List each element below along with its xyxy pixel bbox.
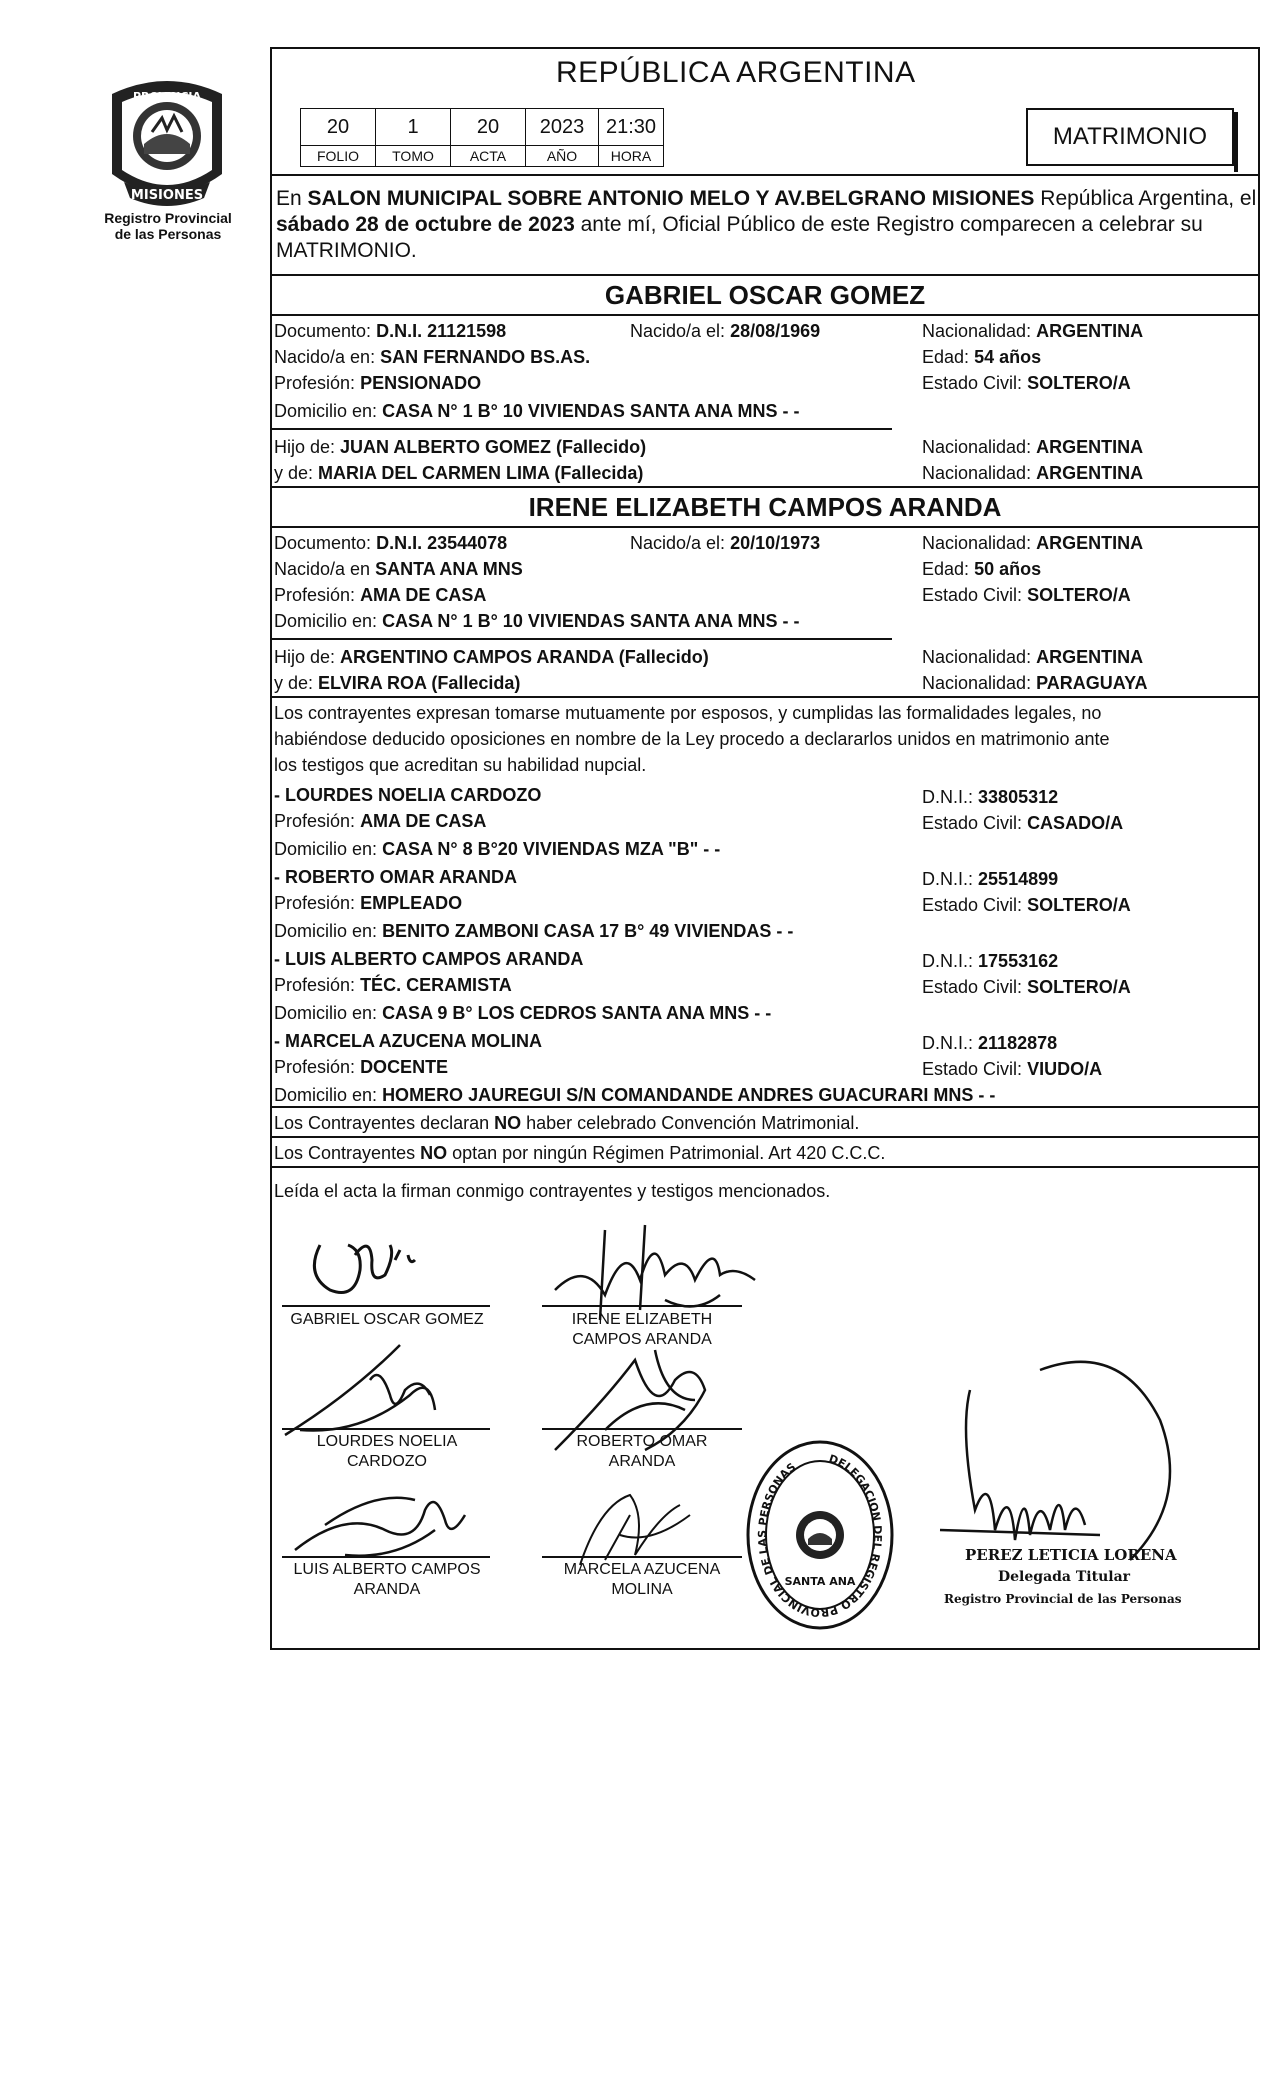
- intro-text-3: ante mí, Oficial Público de este Registro comparecen a celebrar su MATRIMONIO.: [276, 213, 1203, 262]
- value: TÉC. CERAMISTA: [360, 975, 512, 995]
- spouse2-birthplace: [274, 558, 523, 580]
- closing-statement: Leída el acta la firman conmigo contrayentes y testigos mencionados.: [274, 1181, 831, 1201]
- registry-caption: [70, 210, 266, 242]
- spouse1-address: [274, 400, 800, 422]
- convention-line1: [274, 1112, 859, 1134]
- signature-spouse2-drawing: [545, 1220, 765, 1340]
- act-type-box: MATRIMONIO: [1026, 108, 1234, 166]
- value: EMPLEADO: [360, 893, 463, 913]
- spouse2-address: [274, 610, 800, 632]
- provincial-coat-of-arms-logo: [104, 74, 230, 212]
- tomo-value: 1: [376, 109, 451, 146]
- value: CASA 9 B° LOS CEDROS SANTA ANA MNS - -: [382, 1003, 772, 1023]
- spouse2-mother-nationality: [922, 672, 1147, 694]
- witness1-civil-status: [922, 812, 1123, 834]
- label: Nacionalidad:: [922, 647, 1032, 667]
- spouse1-civil-status: [922, 372, 1131, 394]
- signature-label-spouse1: GABRIEL OSCAR GOMEZ: [290, 1311, 484, 1328]
- text: haber celebrado Convención Matrimonial.: [521, 1113, 860, 1133]
- spouse2-nationality: [922, 532, 1143, 554]
- witness1-profession: [274, 810, 486, 832]
- spouse2-name: IRENE ELIZABETH CAMPOS ARANDA: [528, 492, 1002, 522]
- witness2-address: [274, 920, 793, 942]
- anio-value: 2023: [526, 109, 599, 146]
- folio-label: FOLIO: [301, 146, 376, 167]
- divider: [270, 1136, 1260, 1138]
- divider: [270, 314, 1260, 316]
- label: Nacido/a en: [274, 559, 371, 579]
- label: D.N.I.:: [922, 951, 974, 971]
- line1: ROBERTO OMAR: [576, 1433, 708, 1450]
- official-stamp: [740, 1435, 900, 1645]
- intro-place: SALON MUNICIPAL SOBRE ANTONIO MELO Y AV.BELGRANO MISIONES: [307, 187, 1035, 210]
- declaration-line3: los testigos que acreditan su habilidad nupcial.: [274, 755, 647, 775]
- value: - MARCELA AZUCENA MOLINA: [274, 1031, 542, 1051]
- spouse2-civil-status: [922, 584, 1131, 606]
- label: Nacionalidad:: [922, 437, 1032, 457]
- label: y de:: [274, 463, 314, 483]
- stamp-ring-text: DELEGACION DEL REGISTRO PROVINCIAL DE LAS PERSONAS: [755, 1452, 885, 1620]
- label: Documento:: [274, 321, 372, 341]
- spouse2-mother: [274, 672, 520, 694]
- registry-caption-line1: Registro Provincial: [104, 210, 232, 226]
- label: Hijo de:: [274, 437, 336, 457]
- spouse1-profession: [274, 372, 481, 394]
- witness3-civil-status: [922, 976, 1131, 998]
- logo-top-text: PROVINCIA: [132, 90, 202, 103]
- spouse2-father-nationality: [922, 646, 1143, 668]
- line2: CARDOZO: [347, 1453, 427, 1470]
- label: D.N.I.:: [922, 869, 974, 889]
- witness2-name: [274, 866, 517, 888]
- spouse1-nationality: [922, 320, 1143, 342]
- witness1-name: [274, 784, 541, 806]
- witness2-civil-status: [922, 894, 1131, 916]
- value: 28/08/1969: [730, 321, 821, 341]
- divider: [270, 428, 892, 430]
- country-title: REPÚBLICA ARGENTINA: [556, 56, 916, 89]
- label: Domicilio en:: [274, 401, 378, 421]
- hora-value: 21:30: [599, 109, 664, 146]
- value: ARGENTINA: [1036, 437, 1144, 457]
- value: 54 años: [974, 347, 1042, 367]
- convention-line2: [274, 1142, 885, 1164]
- value: DOCENTE: [360, 1057, 449, 1077]
- value: SOLTERO/A: [1027, 373, 1131, 393]
- label: Documento:: [274, 533, 372, 553]
- acta-label: ACTA: [451, 146, 526, 167]
- line2: ARANDA: [608, 1453, 676, 1470]
- spouse1-mother-nationality: [922, 462, 1143, 484]
- value: VIUDO/A: [1027, 1059, 1103, 1079]
- line2: ARANDA: [353, 1581, 421, 1598]
- label: Nacido/a en:: [274, 347, 376, 367]
- label: Estado Civil:: [922, 895, 1023, 915]
- text: optan por ningún Régimen Patrimonial. Art 420 C.C.C.: [447, 1143, 886, 1163]
- label: Nacionalidad:: [922, 463, 1032, 483]
- value: D.N.I. 21121598: [376, 321, 507, 341]
- label: Edad:: [922, 347, 970, 367]
- label: Nacionalidad:: [922, 673, 1032, 693]
- spouse1-father-nationality: [922, 436, 1143, 458]
- value: PARAGUAYA: [1036, 673, 1148, 693]
- value: 33805312: [978, 787, 1059, 807]
- label: Profesión:: [274, 893, 356, 913]
- intro-paragraph: [276, 186, 1258, 264]
- text: Los Contrayentes declaran: [274, 1113, 495, 1133]
- spouse1-mother: [274, 462, 643, 484]
- acta-value: 20: [451, 109, 526, 146]
- value: - ROBERTO OMAR ARANDA: [274, 867, 517, 887]
- divider: [270, 526, 1260, 528]
- label: Domicilio en:: [274, 1003, 378, 1023]
- label: Domicilio en:: [274, 839, 378, 859]
- value: 25514899: [978, 869, 1059, 889]
- line1: LOURDES NOELIA: [316, 1433, 458, 1450]
- label: Domicilio en:: [274, 1085, 378, 1105]
- spouse1-document: [274, 320, 506, 342]
- witness1-dni: [922, 786, 1058, 808]
- official-name: PEREZ LETICIA LORENA: [965, 1546, 1177, 1564]
- value: CASA N° 1 B° 10 VIVIENDAS SANTA ANA MNS - -: [382, 611, 800, 631]
- value: SAN FERNANDO BS.AS.: [380, 347, 591, 367]
- value: HOMERO JAUREGUI S/N COMANDANDE ANDRES GUACURARI MNS - -: [382, 1085, 996, 1105]
- label: Nacido/a el:: [630, 533, 726, 553]
- value: AMA DE CASA: [360, 811, 487, 831]
- divider: [270, 696, 1260, 698]
- logo-bottom-text: MISIONES: [130, 188, 204, 203]
- witness4-profession: [274, 1056, 448, 1078]
- spouse1-birthdate: [630, 320, 820, 342]
- value: PENSIONADO: [360, 373, 482, 393]
- spouse1-age: [922, 346, 1041, 368]
- text-bold: NO: [420, 1143, 448, 1163]
- line2: MOLINA: [611, 1581, 673, 1598]
- anio-label: AÑO: [526, 146, 599, 167]
- witness2-dni: [922, 868, 1058, 890]
- line1: IRENE ELIZABETH: [571, 1311, 713, 1328]
- value: 17553162: [978, 951, 1059, 971]
- value: MARIA DEL CARMEN LIMA (Fallecida): [318, 463, 644, 483]
- line2: CAMPOS ARANDA: [572, 1331, 712, 1348]
- act-type-box-shadow: [1234, 112, 1238, 172]
- witness2-profession: [274, 892, 462, 914]
- divider: [270, 1166, 1260, 1168]
- signature-witness2-drawing: [545, 1340, 745, 1470]
- witness3-dni: [922, 950, 1058, 972]
- value: JUAN ALBERTO GOMEZ (Fallecido): [340, 437, 647, 457]
- signature-witness3-drawing: [285, 1470, 485, 1570]
- witness4-address: [274, 1084, 995, 1106]
- spouse1-name: GABRIEL OSCAR GOMEZ: [604, 280, 926, 310]
- divider: [270, 486, 1260, 488]
- line1: MARCELA AZUCENA: [563, 1561, 721, 1578]
- value: BENITO ZAMBONI CASA 17 B° 49 VIVIENDAS - -: [382, 921, 794, 941]
- intro-date: sábado 28 de octubre de 2023: [276, 213, 575, 236]
- label: Estado Civil:: [922, 1059, 1023, 1079]
- divider: [270, 274, 1260, 276]
- value: 50 años: [974, 559, 1042, 579]
- value: CASADO/A: [1027, 813, 1124, 833]
- text-bold: NO: [494, 1113, 522, 1133]
- value: SOLTERO/A: [1027, 977, 1131, 997]
- value: - LUIS ALBERTO CAMPOS ARANDA: [274, 949, 584, 969]
- label: Profesión:: [274, 975, 356, 995]
- line1: LUIS ALBERTO CAMPOS: [293, 1561, 481, 1578]
- official-signature-drawing: [900, 1330, 1200, 1580]
- value: CASA N° 8 B°20 VIVIENDAS MZA "B" - -: [382, 839, 721, 859]
- label: Domicilio en:: [274, 611, 378, 631]
- spouse2-profession: [274, 584, 486, 606]
- witness4-name: [274, 1030, 542, 1052]
- label: D.N.I.:: [922, 1033, 974, 1053]
- witness3-name: [274, 948, 583, 970]
- value: ELVIRA ROA (Fallecida): [318, 673, 521, 693]
- witness4-civil-status: [922, 1058, 1102, 1080]
- divider: [270, 1106, 1260, 1108]
- witness3-profession: [274, 974, 512, 996]
- value: D.N.I. 23544078: [376, 533, 508, 553]
- intro-text-2: República Argentina, el: [1034, 187, 1257, 210]
- value: ARGENTINA: [1036, 647, 1144, 667]
- label: Nacionalidad:: [922, 321, 1032, 341]
- value: ARGENTINA: [1036, 533, 1144, 553]
- hora-label: HORA: [599, 146, 664, 167]
- tomo-label: TOMO: [376, 146, 451, 167]
- official-organization: Registro Provincial de las Personas: [944, 1592, 1182, 1606]
- label: Estado Civil:: [922, 585, 1023, 605]
- label: D.N.I.:: [922, 787, 974, 807]
- value: ARGENTINO CAMPOS ARANDA (Fallecido): [340, 647, 709, 667]
- spouse2-birthdate: [630, 532, 820, 554]
- value: CASA N° 1 B° 10 VIVIENDAS SANTA ANA MNS - -: [382, 401, 800, 421]
- label: Estado Civil:: [922, 813, 1023, 833]
- folio-value: 20: [301, 109, 376, 146]
- label: y de:: [274, 673, 314, 693]
- signature-witness4-drawing: [560, 1475, 720, 1575]
- spouse2-age: [922, 558, 1041, 580]
- registry-caption-line2: de las Personas: [114, 226, 222, 242]
- value: - LOURDES NOELIA CARDOZO: [274, 785, 542, 805]
- signature-witness1-drawing: [280, 1335, 500, 1455]
- value: ARGENTINA: [1036, 463, 1144, 483]
- text: Los Contrayentes: [274, 1143, 421, 1163]
- label: Estado Civil:: [922, 373, 1023, 393]
- spouse1-birthplace: [274, 346, 590, 368]
- value: SANTA ANA MNS: [375, 559, 523, 579]
- label: Nacionalidad:: [922, 533, 1032, 553]
- intro-text-1: En: [276, 187, 308, 210]
- spouse2-document: [274, 532, 507, 554]
- label: Domicilio en:: [274, 921, 378, 941]
- divider: [270, 638, 892, 640]
- signature-spouse1-drawing: [300, 1215, 440, 1310]
- spouse1-father: [274, 436, 646, 458]
- label: Profesión:: [274, 1057, 356, 1077]
- label: Profesión:: [274, 585, 356, 605]
- label: Hijo de:: [274, 647, 336, 667]
- label: Profesión:: [274, 811, 356, 831]
- witness3-address: [274, 1002, 771, 1024]
- value: SOLTERO/A: [1027, 585, 1131, 605]
- value: 21182878: [978, 1033, 1058, 1053]
- declaration-line2: habiéndose deducido oposiciones en nombre de la Ley procedo a declararlos unidos en matrimonio ante: [274, 729, 1110, 749]
- divider: [270, 174, 1260, 176]
- witness4-dni: [922, 1032, 1057, 1054]
- declaration-line1: Los contrayentes expresan tomarse mutuamente por esposos, y cumplidas las formalidades legales, no: [274, 703, 1102, 723]
- label: Profesión:: [274, 373, 356, 393]
- record-number-table: [300, 108, 664, 167]
- value: 20/10/1973: [730, 533, 821, 553]
- witness1-address: [274, 838, 720, 860]
- value: AMA DE CASA: [360, 585, 487, 605]
- stamp-center-text: SANTA ANA: [784, 1575, 856, 1588]
- value: ARGENTINA: [1036, 321, 1144, 341]
- official-title: Delegada Titular: [998, 1569, 1131, 1585]
- value: SOLTERO/A: [1027, 895, 1131, 915]
- label: Nacido/a el:: [630, 321, 726, 341]
- spouse2-father: [274, 646, 709, 668]
- label: Estado Civil:: [922, 977, 1023, 997]
- label: Edad:: [922, 559, 970, 579]
